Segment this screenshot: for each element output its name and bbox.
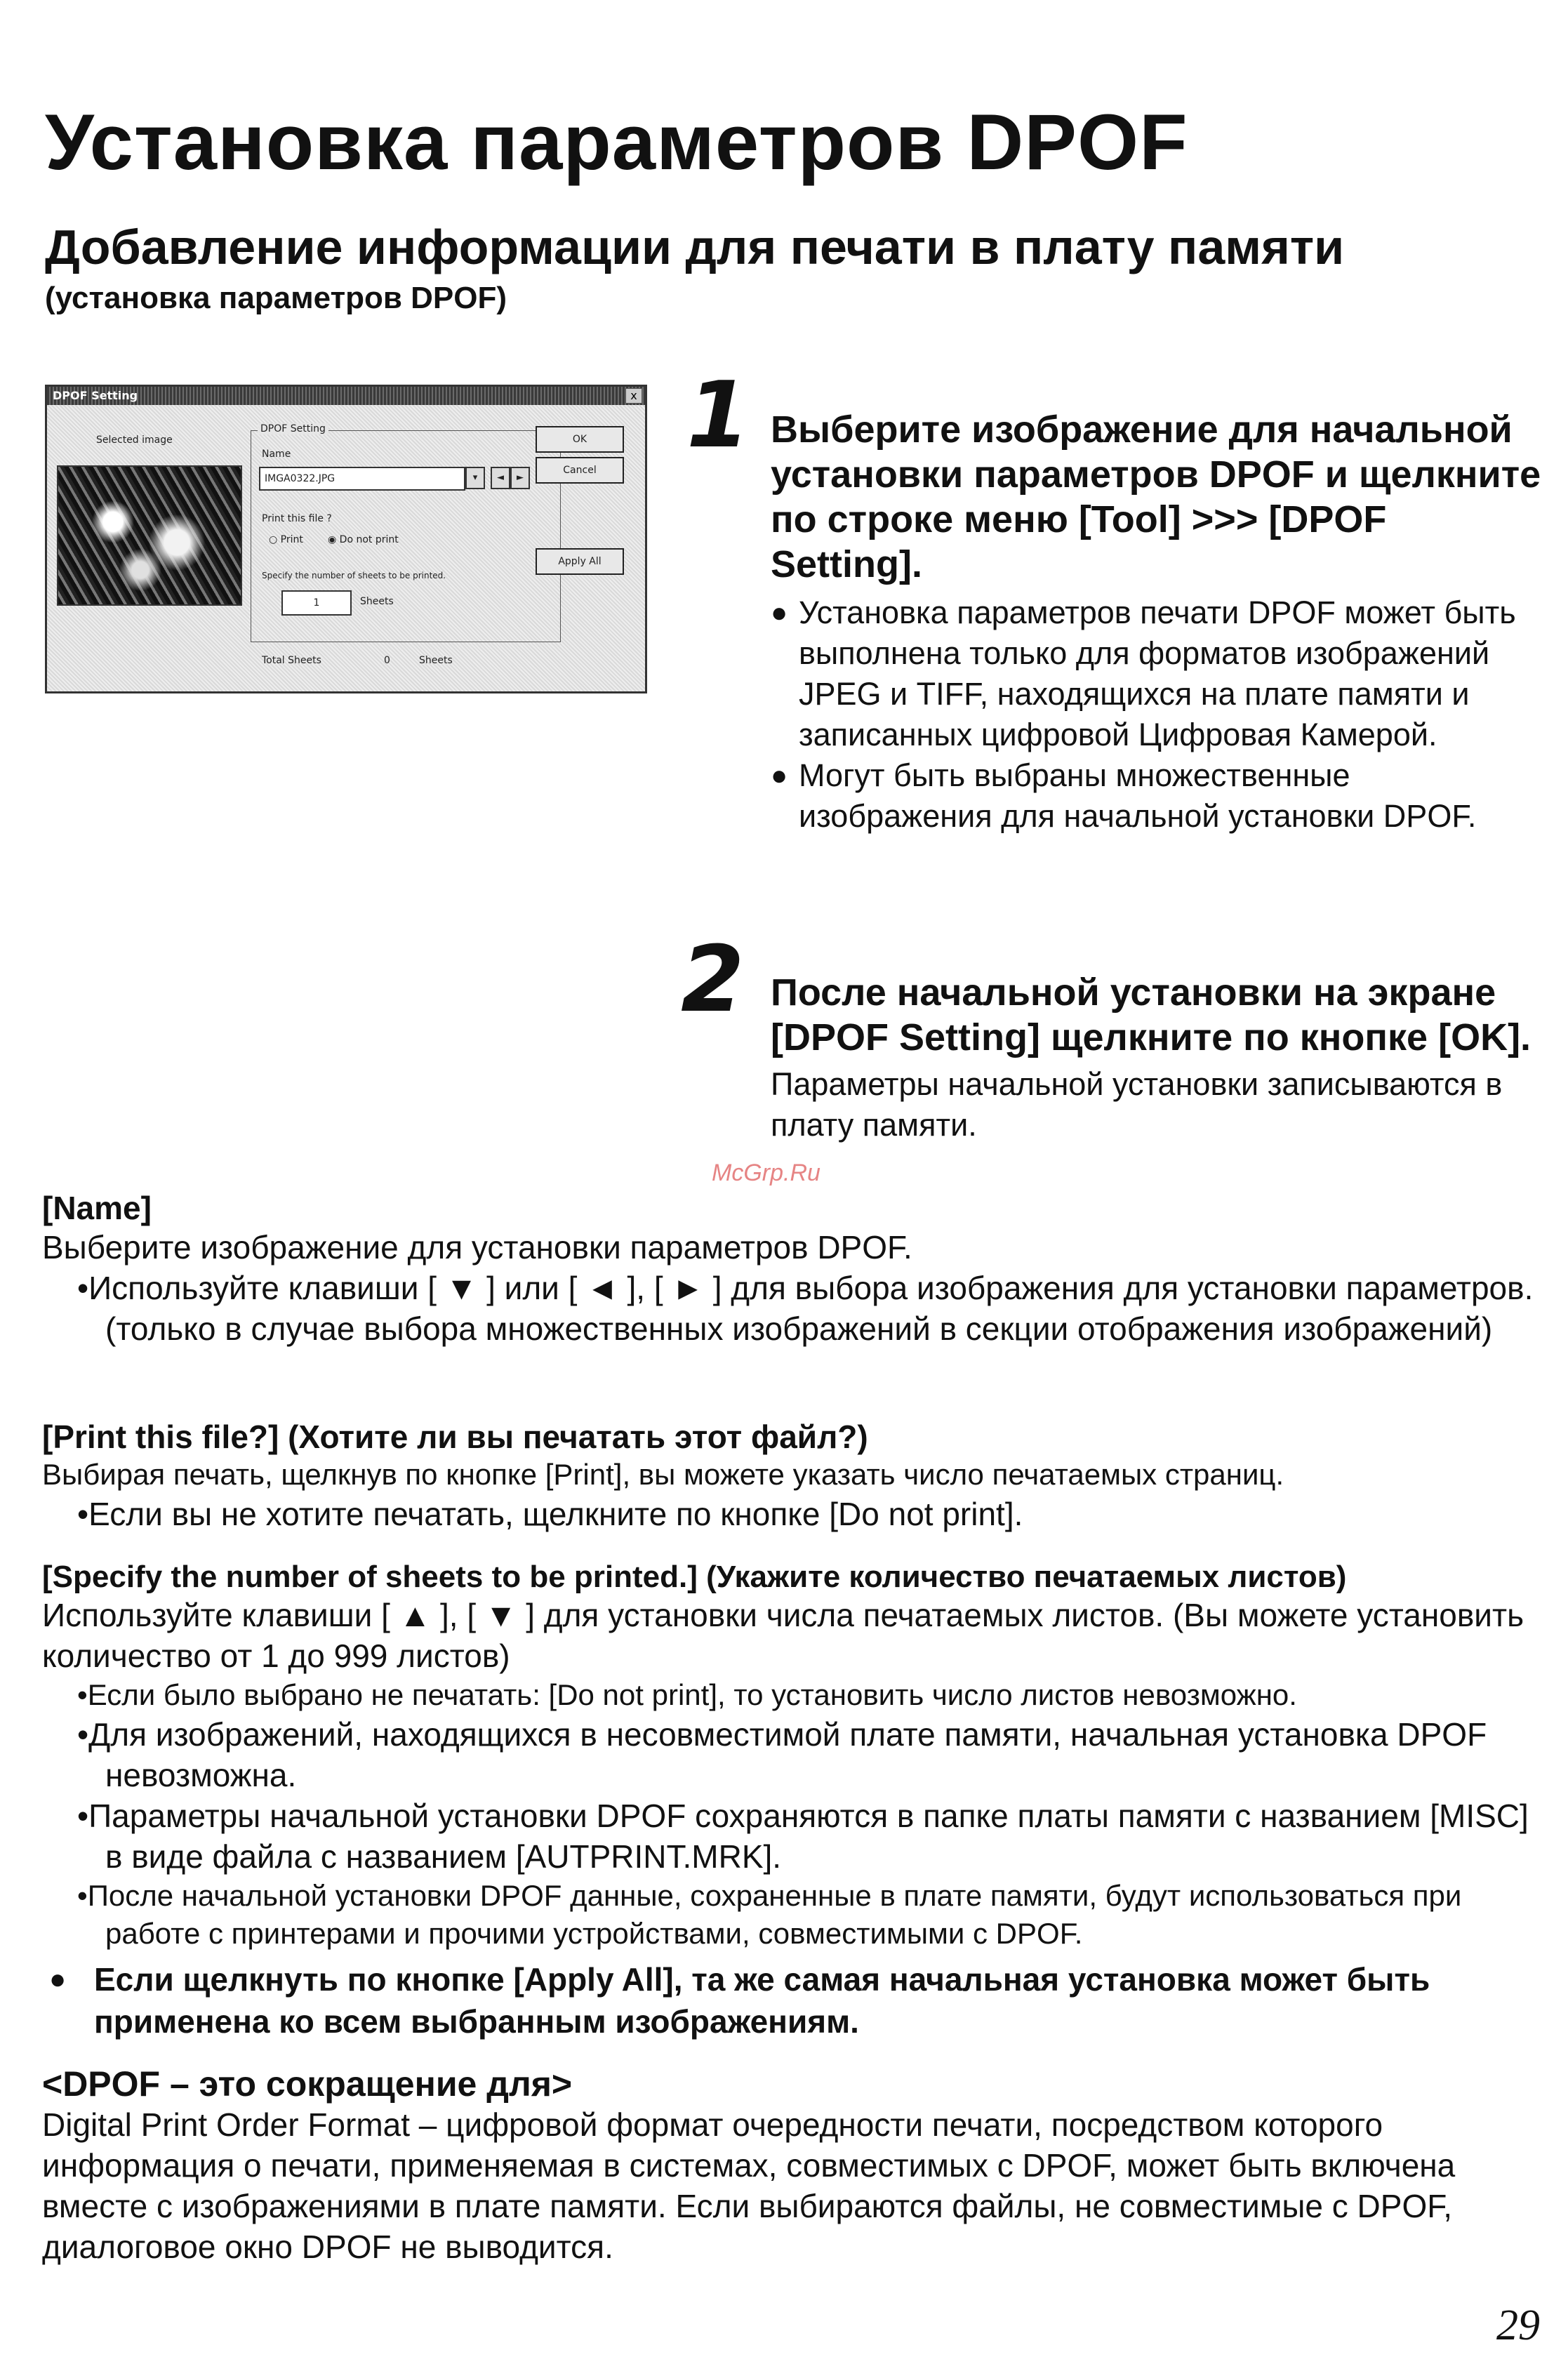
name-label: Name bbox=[262, 449, 291, 460]
name-section bbox=[42, 1189, 1537, 1349]
section-text: Digital Print Order Format – цифровой формат очередности печати, посредством которого информация о печати, применяемая в системах, совместимых с DPOF, может быть включена вместе с изображениями в плате памяти. Если выбираются файлы, не совместимые с DPOF, диалоговое окно DPOF не выводится. bbox=[42, 2106, 1456, 2265]
total-sheets-label: Total Sheets bbox=[262, 655, 321, 666]
section-heading: Добавление информации для печати в плату памяти bbox=[45, 220, 1345, 274]
step-heading: После начальной установки на экране [DPOF Setting] щелкните по кнопке [OK]. bbox=[771, 971, 1532, 1058]
dpof-setting-dialog-screenshot bbox=[45, 385, 647, 693]
print-question-label: Print this file ? bbox=[262, 513, 332, 524]
specify-section bbox=[42, 1560, 1544, 1953]
step-heading: Выберите изображение для начальной установки параметров DPOF и щелкните по строке меню [Tool] >>> [DPOF Setting]. bbox=[771, 409, 1541, 585]
specify-label: Specify the number of sheets to be printed. bbox=[262, 571, 446, 580]
print-section bbox=[42, 1418, 1537, 1534]
note-text: ● Если щелкнуть по кнопке [Apply All], та же самая начальная установка может быть применена ко всем выбранным изображениям. bbox=[49, 1958, 1523, 2043]
section-subheading: (установка параметров DPOF) bbox=[45, 281, 507, 315]
step-1 bbox=[771, 407, 1543, 837]
list-item: •После начальной установки DPOF данные, сохраненные в плате памяти, будут использоваться при работе с принтерами и прочими устройствами, совместимыми с DPOF. bbox=[77, 1879, 1462, 1950]
dpof-definition bbox=[42, 2064, 1537, 2267]
print-radio-label: Print bbox=[280, 534, 303, 545]
selected-image-thumbnail bbox=[57, 465, 242, 606]
close-icon: x bbox=[625, 388, 642, 404]
step-2 bbox=[771, 970, 1543, 1146]
apply-all-note bbox=[49, 1958, 1523, 2043]
step-body: Параметры начальной установки записываются в плату памяти. bbox=[771, 1066, 1503, 1143]
group-label: DPOF Setting bbox=[258, 423, 328, 434]
do-not-print-radio-label: Do not print bbox=[339, 534, 399, 545]
sheets-label: Sheets bbox=[360, 596, 394, 607]
section-title: [Name] bbox=[42, 1190, 152, 1226]
dialog-title: DPOF Setting bbox=[47, 387, 645, 405]
list-item: ● Могут быть выбраны множественные изображения для начальной установки DPOF. bbox=[771, 755, 1543, 837]
next-arrow-icon: ► bbox=[510, 467, 530, 489]
list-item: •Если вы не хотите печатать, щелкните по кнопке [Do not print]. bbox=[77, 1496, 1023, 1532]
page-title: Установка параметров DPOF bbox=[45, 98, 1188, 186]
section-text: Используйте клавиши [ ▲ ], [ ▼ ] для установки числа печатаемых листов. (Вы можете установить количество от 1 до 999 листов) bbox=[42, 1597, 1524, 1674]
total-sheets-unit: Sheets bbox=[419, 655, 453, 666]
list-item: •Параметры начальной установки DPOF сохраняются в папке платы памяти с названием [MISC] в виде файла с названием [AUTPRINT.MRK]. bbox=[77, 1798, 1529, 1875]
watermark: McGrp.Ru bbox=[712, 1160, 820, 1186]
ok-button: OK bbox=[536, 426, 624, 453]
cancel-button: Cancel bbox=[536, 457, 624, 484]
list-item: •Используйте клавиши [ ▼ ] или [ ◄ ], [ ► ] для выбора изображения для установки параметров. (только в случае выбора множественных изображений в секции отображения изображений) bbox=[77, 1270, 1534, 1347]
total-sheets-value: 0 bbox=[384, 655, 390, 666]
list-item: •Если было выбрано не печатать: [Do not print], то установить число листов невозможно. bbox=[77, 1678, 1297, 1711]
section-title: <DPOF – это сокращение для> bbox=[42, 2064, 573, 2104]
print-radio: ○ Print bbox=[269, 534, 303, 545]
step-number: 2 bbox=[681, 926, 745, 1032]
section-title: [Specify the number of sheets to be printed.] (Укажите количество печатаемых листов) bbox=[42, 1560, 1347, 1594]
selected-image-label: Selected image bbox=[96, 434, 173, 446]
list-item: ● Установка параметров печати DPOF может быть выполнена только для форматов изображений JPEG и TIFF, находящихся на плате памяти и записанных цифровой Цифровая Камерой. bbox=[771, 592, 1543, 755]
step-number: 1 bbox=[686, 361, 750, 468]
sheets-spinner: 1 bbox=[281, 590, 352, 616]
prev-arrow-icon: ◄ bbox=[491, 467, 510, 489]
do-not-print-radio: ◉ Do not print bbox=[328, 534, 399, 545]
chevron-down-icon: ▾ bbox=[465, 467, 485, 489]
list-item: •Для изображений, находящихся в несовместимой плате памяти, начальная установка DPOF невозможна. bbox=[77, 1716, 1487, 1793]
section-text: Выбирая печать, щелкнув по кнопке [Print], вы можете указать число печатаемых страниц. bbox=[42, 1458, 1284, 1491]
section-text: Выберите изображение для установки параметров DPOF. bbox=[42, 1229, 912, 1266]
page-number: 29 bbox=[1496, 2302, 1540, 2349]
apply-all-button: Apply All bbox=[536, 548, 624, 575]
section-title: [Print this file?] (Хотите ли вы печатать этот файл?) bbox=[42, 1419, 868, 1455]
name-field: IMGA0322.JPG bbox=[259, 467, 465, 491]
